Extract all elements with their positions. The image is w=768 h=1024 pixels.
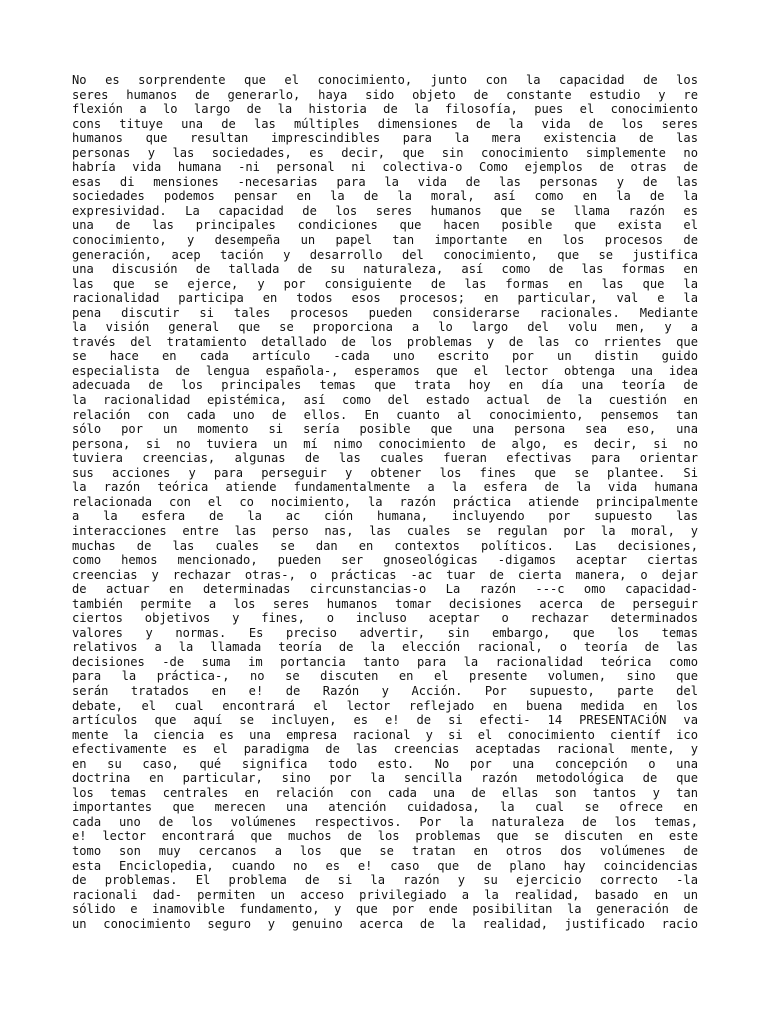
text-line: adecuada de los principales temas que trata hoy en día una teoría de	[72, 378, 698, 393]
text-line: sólido e inamovible fundamento, y que por ende posibilitan la generación de	[72, 902, 698, 917]
text-line: expresividad. La capacidad de los seres humanos que se llama razón es	[72, 203, 698, 218]
text-line: sociedades podemos pensar en la de la moral, así como en la de la	[72, 189, 698, 204]
text-line: ciertos objetivos y fines, o incluso aceptar o rechazar determinados	[72, 611, 698, 626]
text-line: pena discutir si tales procesos pueden considerarse racionales. Mediante	[72, 305, 698, 320]
text-line: un conocimiento seguro y genuino acerca de la realidad, justificado racio	[72, 916, 698, 931]
text-line: valores y normas. Es preciso advertir, sin embargo, que los temas	[72, 625, 698, 640]
text-line: decisiones -de suma im portancia tanto para la racionalidad teórica como	[72, 654, 698, 669]
text-line: tuviera creencias, algunas de las cuales fueran efectivas para orientar	[72, 451, 698, 466]
text-line: cada uno de los volúmenes respectivos. Por la naturaleza de los temas,	[72, 814, 698, 829]
text-line: los temas centrales en relación con cada una de ellas son tantos y tan	[72, 785, 698, 800]
text-line: interacciones entre las perso nas, las cuales se regulan por la moral, y	[72, 523, 698, 538]
text-line: personas y las sociedades, es decir, que sin conocimiento simplemente no	[72, 145, 698, 160]
text-line: una de las principales condiciones que hacen posible que exista el	[72, 218, 698, 233]
body-text	[72, 73, 698, 931]
text-line: mente la ciencia es una empresa racional y si el conocimiento científ ico	[72, 727, 698, 742]
text-line: doctrina en particular, sino por la sencilla razón metodológica de que	[72, 771, 698, 786]
text-line: de actuar en determinadas circunstancias-o La razón ---c omo capacidad-	[72, 582, 698, 597]
text-line: de problemas. El problema de si la razón y su ejercicio correcto -la	[72, 873, 698, 888]
text-line: persona, si no tuviera un mí nimo conocimiento de algo, es decir, si no	[72, 436, 698, 451]
text-line: la razón teórica atiende fundamentalmente a la esfera de la vida humana	[72, 480, 698, 495]
text-line: racionalidad participa en todos esos procesos; en particular, val e la	[72, 291, 698, 306]
text-line: habría vida humana -ni personal ni colectiva-o Como ejemplos de otras de	[72, 160, 698, 175]
text-line: importantes que merecen una atención cuidadosa, la cual se ofrece en	[72, 800, 698, 815]
text-line: artículos que aquí se incluyen, es e! de si efecti- 14 PRESENTACiÓN va	[72, 713, 698, 728]
text-line: sólo por un momento si sería posible que una persona sea eso, una	[72, 422, 698, 437]
text-line: flexión a lo largo de la historia de la filosofía, pues el conocimiento	[72, 102, 698, 117]
text-line: seres humanos de generarlo, haya sido objeto de constante estudio y re	[72, 87, 698, 102]
text-line: través del tratamiento detallado de los problemas y de las co rrientes que	[72, 334, 698, 349]
text-line: también permite a los seres humanos tomar decisiones acerca de perseguir	[72, 596, 698, 611]
text-line: creencias y rechazar otras-, o prácticas -ac tuar de cierta manera, o dejar	[72, 567, 698, 582]
text-line: para la práctica-, no se discuten en el presente volumen, sino que	[72, 669, 698, 684]
text-line: relación con cada uno de ellos. En cuanto al conocimiento, pensemos tan	[72, 407, 698, 422]
text-line: muchas de las cuales se dan en contextos políticos. Las decisiones,	[72, 538, 698, 553]
text-line: la visión general que se proporciona a lo largo del volu men, y a	[72, 320, 698, 335]
text-line: conocimiento, y desempeña un papel tan importante en los procesos de	[72, 233, 698, 248]
text-line: e! lector encontrará que muchos de los problemas que se discuten en este	[72, 829, 698, 844]
text-line: efectivamente es el paradigma de las creencias aceptadas racional mente, y	[72, 742, 698, 757]
text-line: humanos que resultan imprescindibles para la mera existencia de las	[72, 131, 698, 146]
text-line: debate, el cual encontrará el lector reflejado en buena medida en los	[72, 698, 698, 713]
text-line: sus acciones y para perseguir y obtener los fines que se plantee. Si	[72, 465, 698, 480]
text-line: a la esfera de la ac ción humana, incluyendo por supuesto las	[72, 509, 698, 524]
text-line: como hemos mencionado, pueden ser gnoseológicas -digamos aceptar ciertas	[72, 553, 698, 568]
text-line: tomo son muy cercanos a los que se tratan en otros dos volúmenes de	[72, 843, 698, 858]
text-line: una discusión de tallada de su naturaleza, así como de las formas en	[72, 262, 698, 277]
text-line: especialista de lengua española-, esperamos que el lector obtenga una idea	[72, 363, 698, 378]
text-line: No es sorprendente que el conocimiento, junto con la capacidad de los	[72, 73, 698, 87]
text-line: la racionalidad epistémica, así como del estado actual de la cuestión en	[72, 393, 698, 408]
text-line: relativos a la llamada teoría de la elección racional, o teoría de las	[72, 640, 698, 655]
text-line: las que se ejerce, y por consiguiente de las formas en las que la	[72, 276, 698, 291]
text-line: generación, acep tación y desarrollo del conocimiento, que se justifica	[72, 247, 698, 262]
text-line: en su caso, qué significa todo esto. No por una concepción o una	[72, 756, 698, 771]
text-line: cons tituye una de las múltiples dimensiones de la vida de los seres	[72, 116, 698, 131]
text-line: esas di mensiones -necesarias para la vida de las personas y de las	[72, 174, 698, 189]
text-line: se hace en cada artículo -cada uno escrito por un distin guido	[72, 349, 698, 364]
text-line: racionali dad- permiten un acceso privilegiado a la realidad, basado en un	[72, 887, 698, 902]
text-line: serán tratados en e! de Razón y Acción. Por supuesto, parte del	[72, 683, 698, 698]
text-line: esta Enciclopedia, cuando no es e! caso que de plano hay coincidencias	[72, 858, 698, 873]
text-line: relacionada con el co nocimiento, la razón práctica atiende principalmente	[72, 494, 698, 509]
